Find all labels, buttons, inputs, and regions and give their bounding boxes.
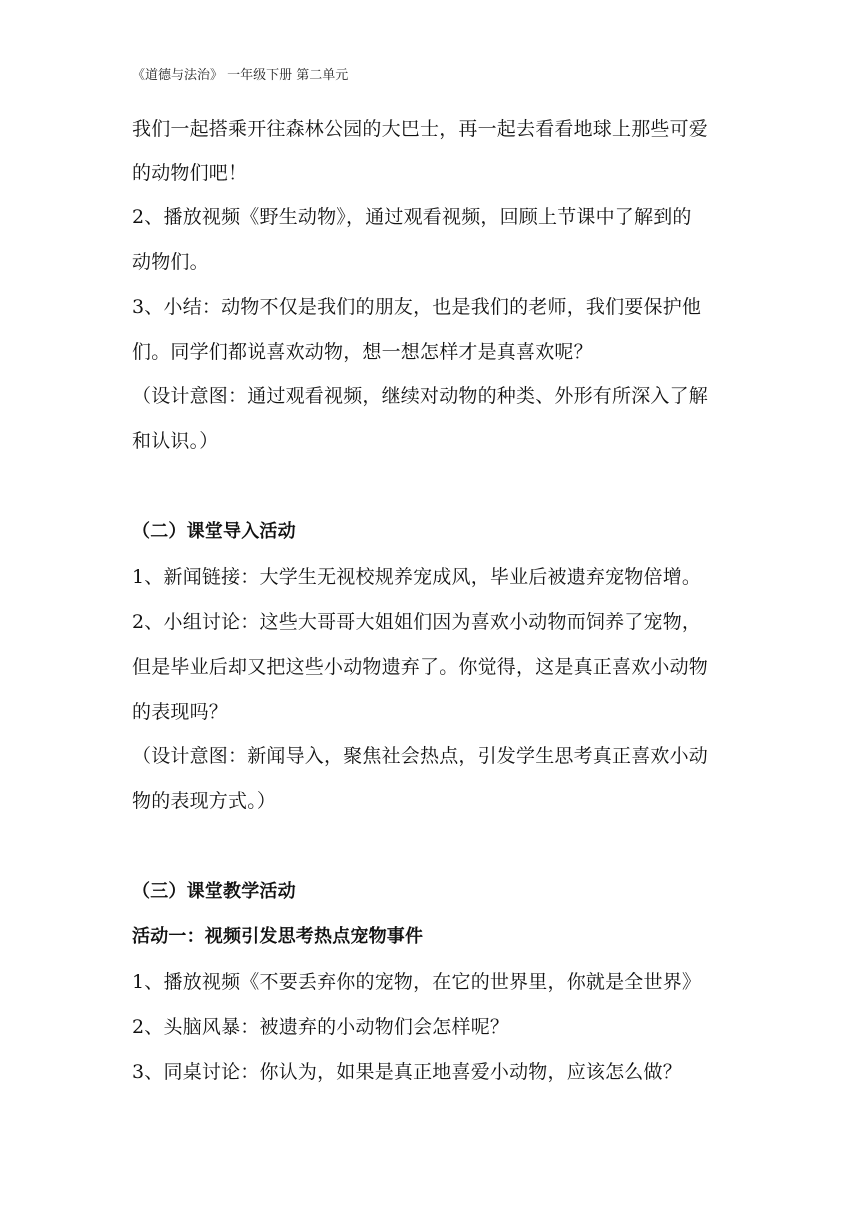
design-intent-line: 和认识。） (132, 430, 219, 452)
paragraph-line: 1、播放视频《不要丢弃你的宠物，在它的世界里，你就是全世界》 (132, 971, 702, 993)
paragraph-line: 3、小结：动物不仅是我们的朋友，也是我们的老师，我们要保护他 (132, 296, 702, 318)
design-intent-line: （设计意图：通过观看视频，继续对动物的种类、外形有所深入了解 (132, 385, 709, 407)
section-heading: （三）课堂教学活动 (132, 881, 296, 902)
paragraph-line: 2、播放视频《野生动物》，通过观看视频，回顾上节课中了解到的 (132, 206, 692, 228)
paragraph-line: 的表现吗？ (132, 701, 229, 723)
paragraph-line: 们。同学们都说喜欢动物，想一想怎样才是真喜欢呢？ (132, 341, 593, 363)
paragraph-line: 的动物们吧！ (132, 162, 248, 184)
paragraph-line: 2、头脑风暴：被遗弃的小动物们会怎样呢？ (132, 1016, 510, 1038)
paragraph-line: 但是毕业后却又把这些小动物遗弃了。你觉得，这是真正喜欢小动物 (132, 656, 709, 678)
design-intent-line: （设计意图：新闻导入，聚焦社会热点，引发学生思考真正喜欢小动 (132, 745, 709, 767)
paragraph-line: 动物们。 (132, 251, 209, 273)
paragraph-line: 3、同桌讨论：你认为，如果是真正地喜爱小动物，应该怎么做？ (132, 1061, 682, 1083)
paragraph-line: 我们一起搭乘开往森林公园的大巴士，再一起去看看地球上那些可爱 (132, 118, 709, 140)
paragraph-line: 1、新闻链接：大学生无视校规养宠成风，毕业后被遗弃宠物倍增。 (132, 566, 702, 588)
running-header: 《道德与法治》 一年级下册 第二单元 (132, 68, 349, 83)
activity-heading: 活动一：视频引发思考热点宠物事件 (132, 926, 424, 947)
section-heading: （二）课堂导入活动 (132, 521, 296, 542)
paragraph-line: 2、小组讨论：这些大哥哥大姐姐们因为喜欢小动物而饲养了宠物， (132, 611, 702, 633)
design-intent-line: 物的表现方式。） (132, 790, 277, 812)
